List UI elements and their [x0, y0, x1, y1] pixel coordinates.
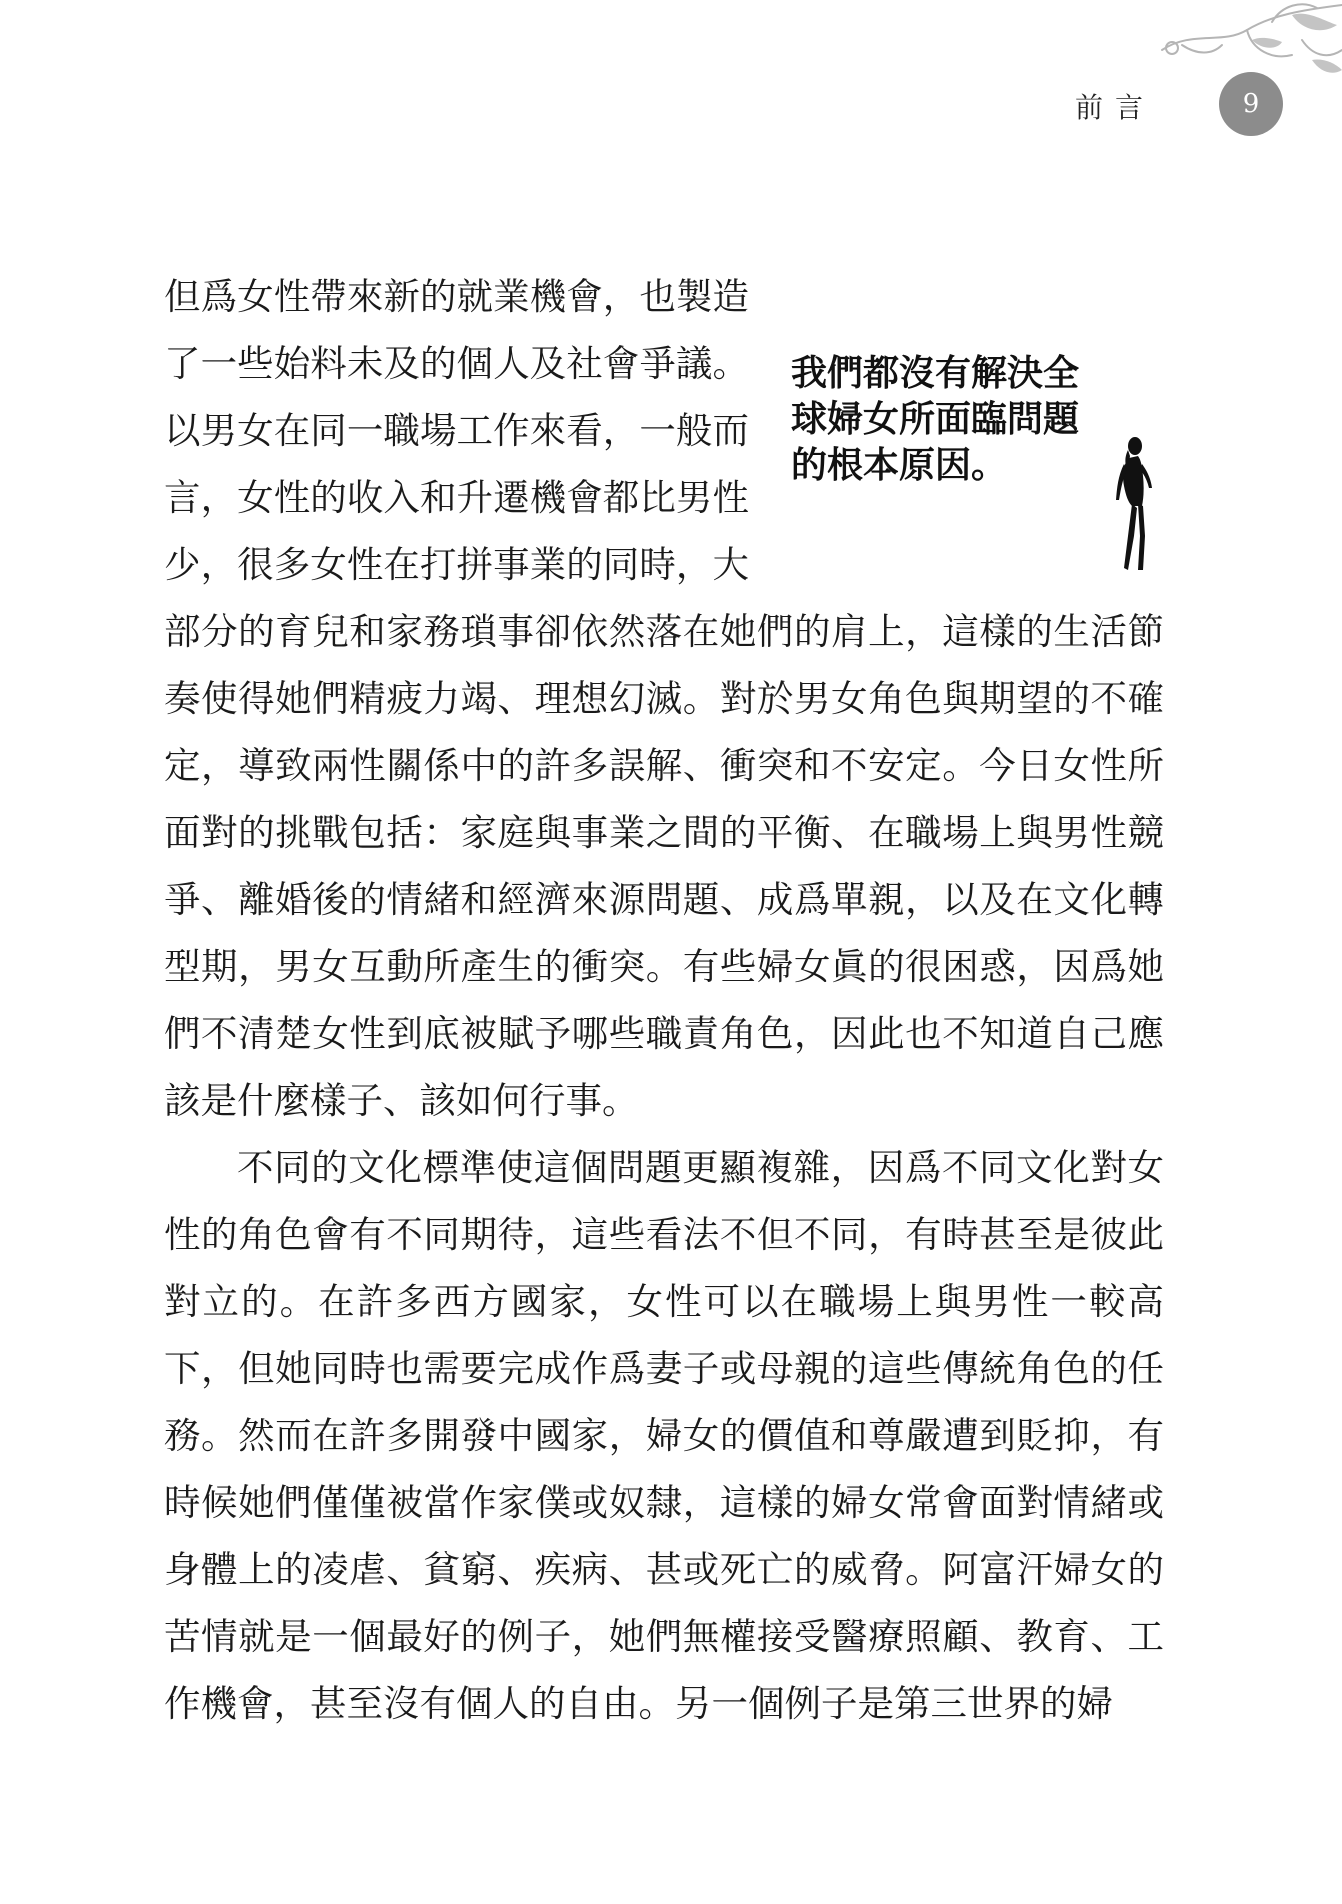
page-number-badge	[1219, 72, 1283, 136]
paragraph: 但爲女性帶來新的就業機會，也製造了一些始料未及的個人及社會爭議。以男女在同一職場工作來看，一般而言，女性的收入和升遷機會都比男性少，很多女性在打拼事業的同時，大部分的育兒和家務瑣事卻依然落在她們的肩上，這樣的生活節奏使得她們精疲力竭、理想幻滅。對於男女角色與期望的不確定，導致兩性關係中的許多誤解、衝突和不安定。今日女性所面對的挑戰包括：家庭與事業之間的平衡、在職場上與男性競爭、離婚後的情緒和經濟來源問題、成爲單親，以及在文化轉型期，男女互動所產生的衝突。有些婦女眞的很困惑，因爲她們不清楚女性到底被賦予哪些職責角色，因此也不知道自己應該是什麼樣子、該如何行事。	[164, 275, 1164, 1122]
body-text	[164, 263, 1164, 1737]
pull-quote-text: 我們都沒有解決全球婦女所面臨問題的根本原因。	[791, 353, 1080, 486]
page-number: 9	[1242, 89, 1260, 119]
paragraph: 不同的文化標準使這個問題更顯複雜，因爲不同文化對女性的角色會有不同期待，這些看法不但不同，有時甚至是彼此對立的。在許多西方國家，女性可以在職場上與男性一較高下，但她同時也需要完成作爲妻子或母親的這些傳統角色的任務。然而在許多開發中國家，婦女的價值和尊嚴遭到貶抑，有時候她們僅僅被當作家僕或奴隸，這樣的婦女常會面對情緒或身體上的凌虐、貧窮、疾病、甚或死亡的威脅。阿富汗婦女的苦情就是一個最好的例子，她們無權接受醫療照顧、教育、工作機會，甚至沒有個人的自由。另一個例子是第三世界的婦	[164, 1146, 1164, 1725]
pull-quote	[769, 263, 1164, 598]
running-head-title: 前言	[1075, 91, 1156, 124]
